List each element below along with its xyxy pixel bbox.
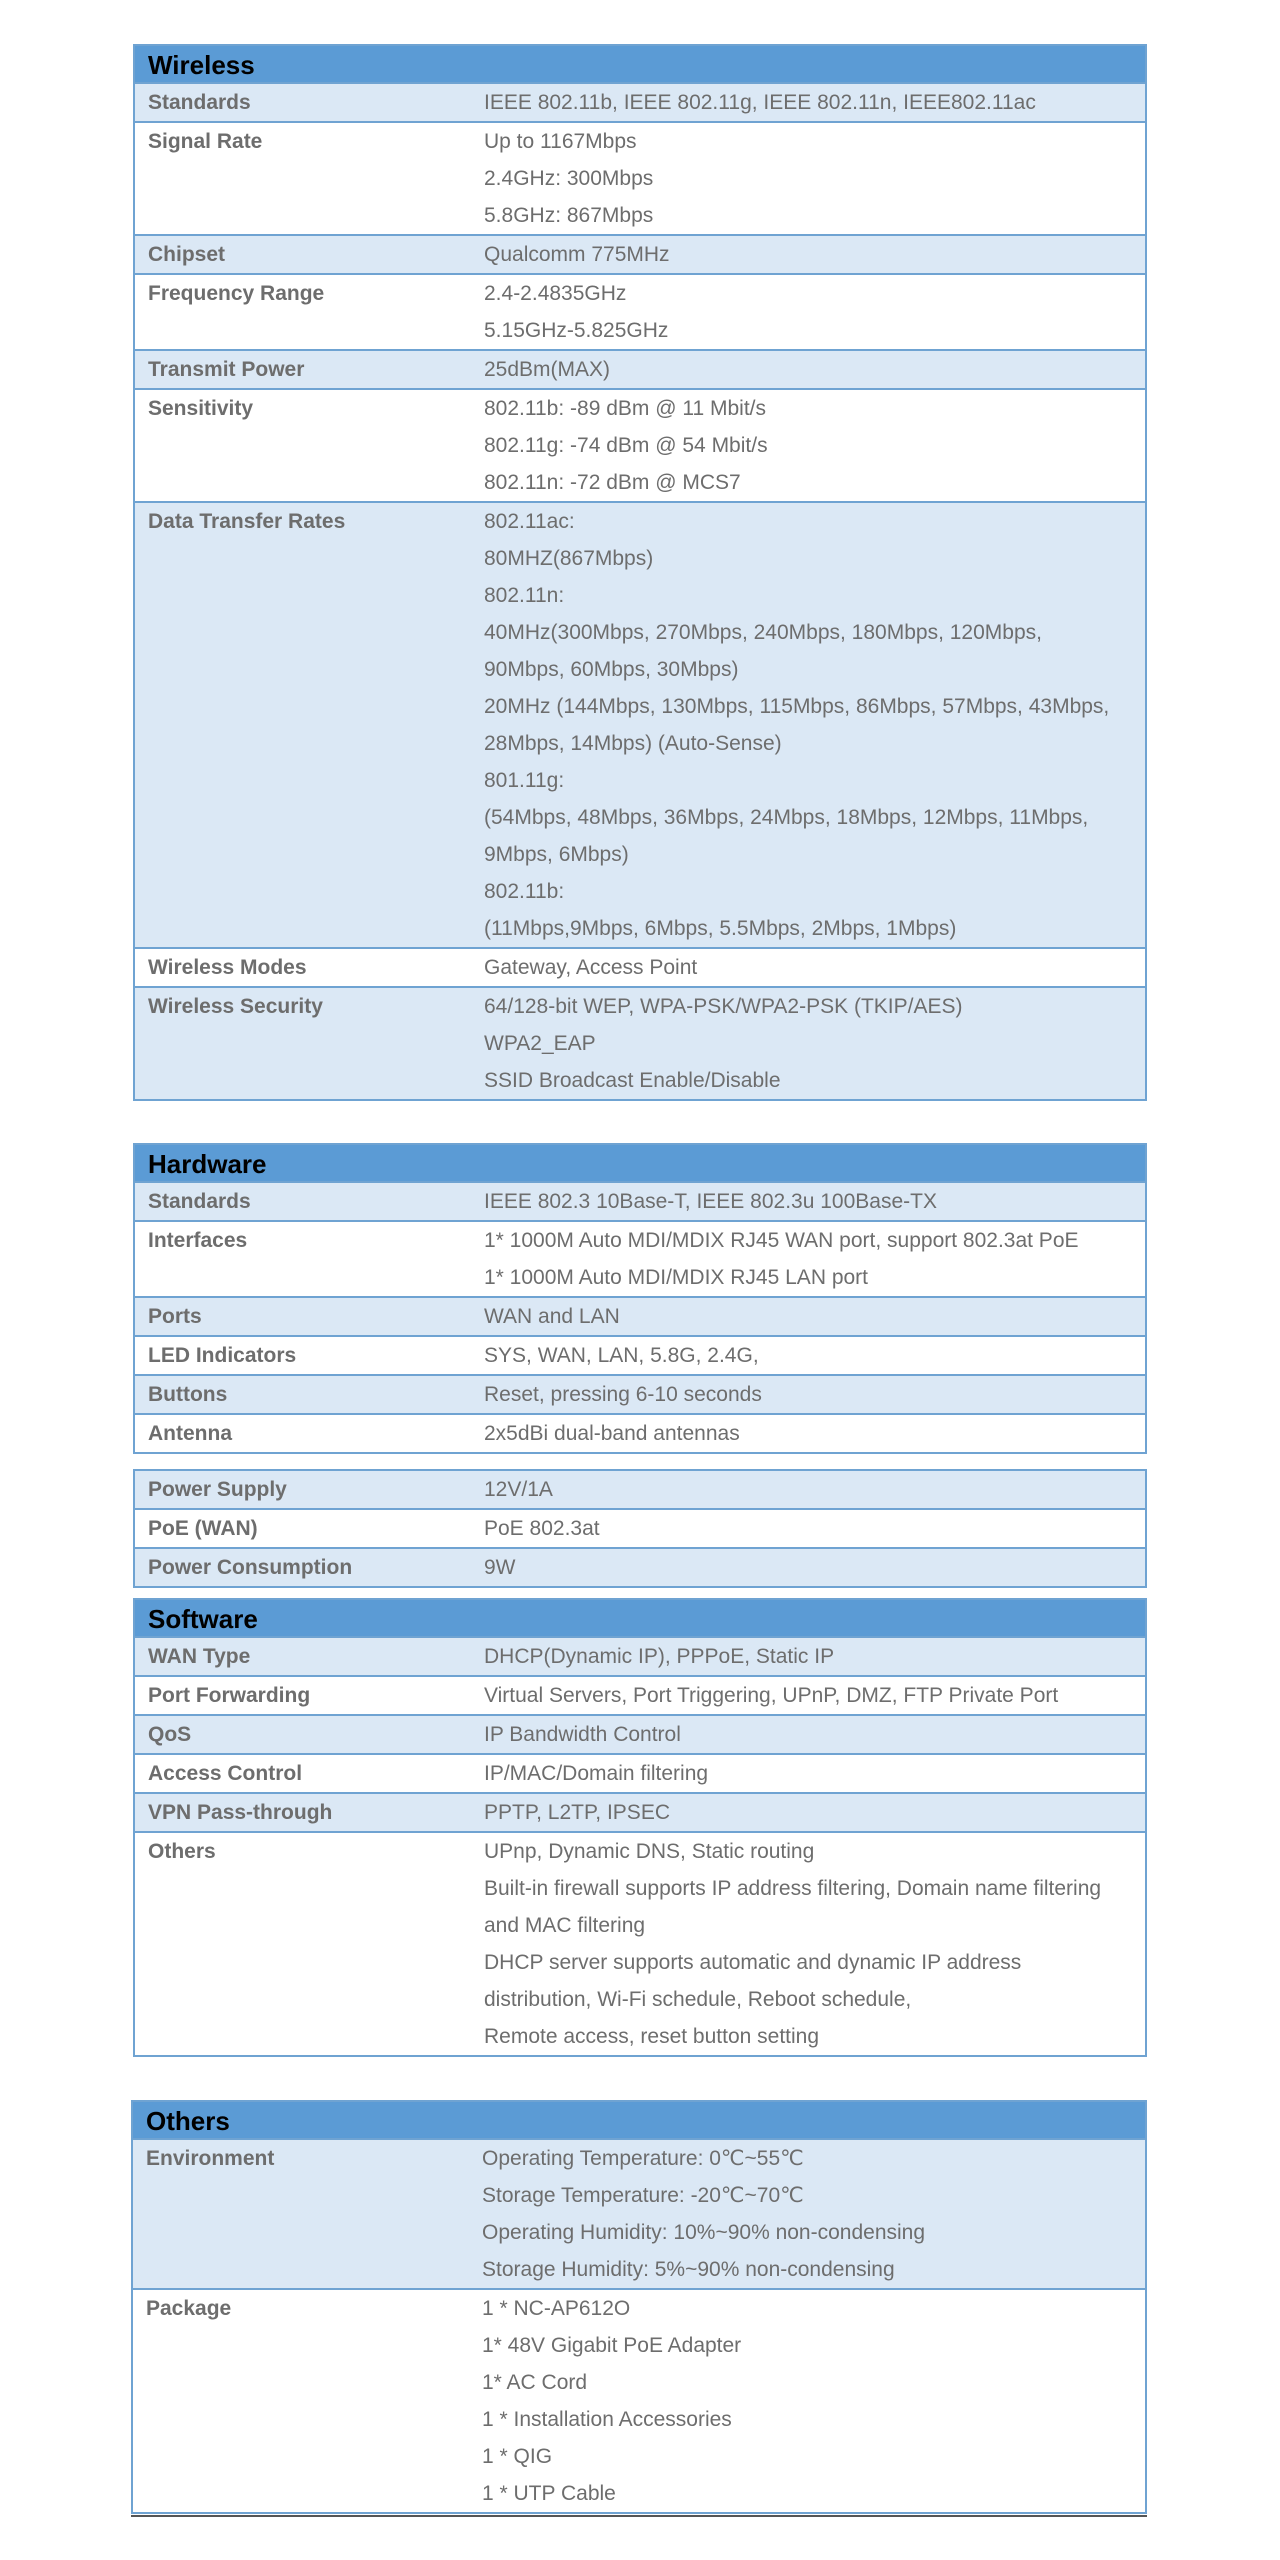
spec-values	[484, 390, 1145, 501]
spec-values	[484, 1716, 1145, 1753]
spec-row	[135, 1298, 1145, 1337]
spec-value-line: Up to 1167Mbps	[484, 130, 637, 153]
spec-value-line: PPTP, L2TP, IPSEC	[484, 1801, 670, 1824]
spec-label: VPN Pass-through	[148, 1801, 333, 1824]
spec-label: Sensitivity	[148, 397, 254, 420]
section-title: Hardware	[135, 1145, 1145, 1183]
spec-label: Wireless Security	[148, 995, 323, 1018]
spec-value-line: Built-in firewall supports IP address filtering, Domain name filtering	[484, 1877, 1102, 1900]
spec-value-line: 12V/1A	[484, 1478, 553, 1501]
spec-value-line: SSID Broadcast Enable/Disable	[484, 1069, 781, 1092]
spec-row	[135, 1337, 1145, 1376]
spec-value-line: 1* 1000M Auto MDI/MDIX RJ45 LAN port	[484, 1266, 868, 1289]
spec-value-line: 9Mbps, 6Mbps)	[484, 843, 629, 866]
software-spec-table	[133, 1598, 1147, 2057]
spec-value-line: Operating Humidity: 10%~90% non-condensing	[482, 2221, 926, 2244]
hardware-spec-table	[133, 1143, 1147, 1454]
spec-row	[135, 1183, 1145, 1222]
spec-value-line: SYS, WAN, LAN, 5.8G, 2.4G,	[484, 1344, 759, 1367]
spec-value-line: 802.11n:	[484, 584, 565, 607]
section-title: Others	[133, 2102, 1145, 2140]
spec-label: Power Supply	[148, 1478, 287, 1501]
spec-values	[482, 2290, 1145, 2512]
spec-values	[484, 1677, 1145, 1714]
spec-value-line: and MAC filtering	[484, 1914, 646, 1937]
spec-row	[135, 1549, 1145, 1586]
spec-values	[484, 1471, 1145, 1508]
spec-value-line: 802.11ac:	[484, 510, 575, 533]
spec-row	[135, 1755, 1145, 1794]
spec-label: LED Indicators	[148, 1344, 297, 1367]
spec-values	[484, 236, 1145, 273]
spec-value-line: IEEE 802.11b, IEEE 802.11g, IEEE 802.11n, IEEE802.11ac	[484, 91, 1036, 114]
spec-row	[135, 1415, 1145, 1452]
spec-label: Transmit Power	[148, 358, 305, 381]
spec-label: Buttons	[148, 1383, 228, 1406]
spec-values	[484, 1298, 1145, 1335]
spec-value-line: DHCP(Dynamic IP), PPPoE, Static IP	[484, 1645, 835, 1668]
spec-value-line: (11Mbps,9Mbps, 6Mbps, 5.5Mbps, 2Mbps, 1Mbps)	[484, 917, 957, 940]
spec-value-line: 28Mbps, 14Mbps) (Auto-Sense)	[484, 732, 782, 755]
spec-value-line: 1 * UTP Cable	[482, 2482, 616, 2505]
spec-row	[135, 988, 1145, 1099]
spec-value-line: IP/MAC/Domain filtering	[484, 1762, 709, 1785]
spec-value-line: 802.11b: -89 dBm @ 11 Mbit/s	[484, 397, 767, 420]
spec-row	[135, 1222, 1145, 1298]
spec-row	[135, 1833, 1145, 2055]
spec-value-line: Remote access, reset button setting	[484, 2025, 820, 2048]
spec-value-line: 802.11b:	[484, 880, 565, 903]
spec-value-line: 25dBm(MAX)	[484, 358, 611, 381]
spec-value-line: 1* AC Cord	[482, 2371, 588, 2394]
spec-row	[135, 351, 1145, 390]
spec-label: QoS	[148, 1723, 192, 1746]
spec-values	[484, 1183, 1145, 1220]
spec-value-line: 1 * NC-AP612O	[482, 2297, 631, 2320]
spec-value-line: 90Mbps, 60Mbps, 30Mbps)	[484, 658, 739, 681]
spec-label: Interfaces	[148, 1229, 248, 1252]
spec-label: Antenna	[148, 1422, 232, 1445]
spec-value-line: PoE 802.3at	[484, 1517, 600, 1540]
spec-row	[135, 84, 1145, 123]
spec-values	[484, 1337, 1145, 1374]
bottom-divider	[131, 2515, 1147, 2517]
spec-value-line: 1* 48V Gigabit PoE Adapter	[482, 2334, 742, 2357]
spec-label: Power Consumption	[148, 1556, 353, 1579]
spec-values	[484, 949, 1145, 986]
spec-values	[482, 2140, 1145, 2288]
spec-row	[135, 1716, 1145, 1755]
spec-values	[484, 84, 1145, 121]
spec-row	[135, 1471, 1145, 1510]
spec-value-line: WAN and LAN	[484, 1305, 620, 1328]
spec-label: Signal Rate	[148, 130, 263, 153]
spec-values	[484, 1755, 1145, 1792]
spec-value-line: Reset, pressing 6-10 seconds	[484, 1383, 762, 1406]
spec-label: Standards	[148, 91, 251, 114]
spec-label: Standards	[148, 1190, 251, 1213]
spec-values	[484, 1376, 1145, 1413]
spec-values	[484, 351, 1145, 388]
spec-value-line: 9W	[484, 1556, 516, 1579]
spec-row	[135, 949, 1145, 988]
spec-label: PoE (WAN)	[148, 1517, 258, 1540]
others-spec-table	[131, 2100, 1147, 2514]
spec-values	[484, 275, 1145, 349]
spec-value-line: 2x5dBi dual-band antennas	[484, 1422, 740, 1445]
section-title: Software	[135, 1600, 1145, 1638]
spec-value-line: 2.4GHz: 300Mbps	[484, 167, 654, 190]
spec-value-line: 5.15GHz-5.825GHz	[484, 319, 669, 342]
spec-value-line: Operating Temperature: 0℃~55℃	[482, 2147, 804, 2170]
spec-values	[484, 988, 1145, 1099]
spec-value-line: IP Bandwidth Control	[484, 1723, 681, 1746]
spec-value-line: distribution, Wi-Fi schedule, Reboot schedule,	[484, 1988, 912, 2011]
spec-row	[133, 2140, 1145, 2290]
spec-label: Package	[146, 2297, 232, 2320]
spec-value-line: 80MHZ(867Mbps)	[484, 547, 654, 570]
spec-row	[135, 236, 1145, 275]
spec-value-line: 20MHz (144Mbps, 130Mbps, 115Mbps, 86Mbps, 57Mbps, 43Mbps,	[484, 695, 1110, 718]
spec-value-line: 801.11g:	[484, 769, 565, 792]
spec-value-line: 5.8GHz: 867Mbps	[484, 204, 654, 227]
spec-value-line: 802.11g: -74 dBm @ 54 Mbit/s	[484, 434, 768, 457]
spec-row	[135, 503, 1145, 949]
spec-label: Frequency Range	[148, 282, 325, 305]
spec-value-line: 2.4-2.4835GHz	[484, 282, 627, 305]
spec-row	[135, 1638, 1145, 1677]
spec-values	[484, 1510, 1145, 1547]
spec-value-line: Storage Humidity: 5%~90% non-condensing	[482, 2258, 895, 2281]
spec-values	[484, 503, 1145, 947]
spec-row	[135, 275, 1145, 351]
spec-value-line: 1* 1000M Auto MDI/MDIX RJ45 WAN port, support 802.3at PoE	[484, 1229, 1079, 1252]
spec-value-line: (54Mbps, 48Mbps, 36Mbps, 24Mbps, 18Mbps, 12Mbps, 11Mbps,	[484, 806, 1089, 829]
spec-label: Port Forwarding	[148, 1684, 311, 1707]
spec-label: Wireless Modes	[148, 956, 307, 979]
spec-values	[484, 1833, 1145, 2055]
spec-row	[135, 1376, 1145, 1415]
spec-values	[484, 1638, 1145, 1675]
spec-row	[135, 390, 1145, 503]
spec-value-line: 40MHz(300Mbps, 270Mbps, 240Mbps, 180Mbps, 120Mbps,	[484, 621, 1042, 644]
spec-row	[135, 1510, 1145, 1549]
spec-values	[484, 123, 1145, 234]
spec-label: Chipset	[148, 243, 226, 266]
spec-label: WAN Type	[148, 1645, 251, 1668]
spec-values	[484, 1549, 1145, 1586]
wireless-spec-table	[133, 44, 1147, 1101]
power-spec-table	[133, 1469, 1147, 1588]
spec-value-line: Storage Temperature: -20℃~70℃	[482, 2184, 804, 2207]
spec-row	[135, 1794, 1145, 1833]
spec-label: Access Control	[148, 1762, 303, 1785]
spec-value-line: IEEE 802.3 10Base-T, IEEE 802.3u 100Base-TX	[484, 1190, 937, 1213]
spec-value-line: 802.11n: -72 dBm @ MCS7	[484, 471, 741, 494]
spec-values	[484, 1222, 1145, 1296]
spec-label: Data Transfer Rates	[148, 510, 346, 533]
spec-value-line: 1 * QIG	[482, 2445, 553, 2468]
spec-label: Ports	[148, 1305, 202, 1328]
spec-value-line: DHCP server supports automatic and dynamic IP address	[484, 1951, 1022, 1974]
spec-value-line: Gateway, Access Point	[484, 956, 698, 979]
spec-values	[484, 1794, 1145, 1831]
spec-value-line: UPnp, Dynamic DNS, Static routing	[484, 1840, 815, 1863]
spec-value-line: WPA2_EAP	[484, 1032, 596, 1055]
spec-value-line: 1 * Installation Accessories	[482, 2408, 732, 2431]
spec-value-line: 64/128-bit WEP, WPA-PSK/WPA2-PSK (TKIP/AES)	[484, 995, 963, 1018]
spec-label: Environment	[146, 2147, 275, 2170]
spec-row	[133, 2290, 1145, 2512]
spec-values	[484, 1415, 1145, 1452]
spec-value-line: Virtual Servers, Port Triggering, UPnP, DMZ, FTP Private Port	[484, 1684, 1059, 1707]
spec-row	[135, 123, 1145, 236]
spec-row	[135, 1677, 1145, 1716]
section-title: Wireless	[135, 46, 1145, 84]
spec-value-line: Qualcomm 775MHz	[484, 243, 670, 266]
spec-label: Others	[148, 1840, 216, 1863]
